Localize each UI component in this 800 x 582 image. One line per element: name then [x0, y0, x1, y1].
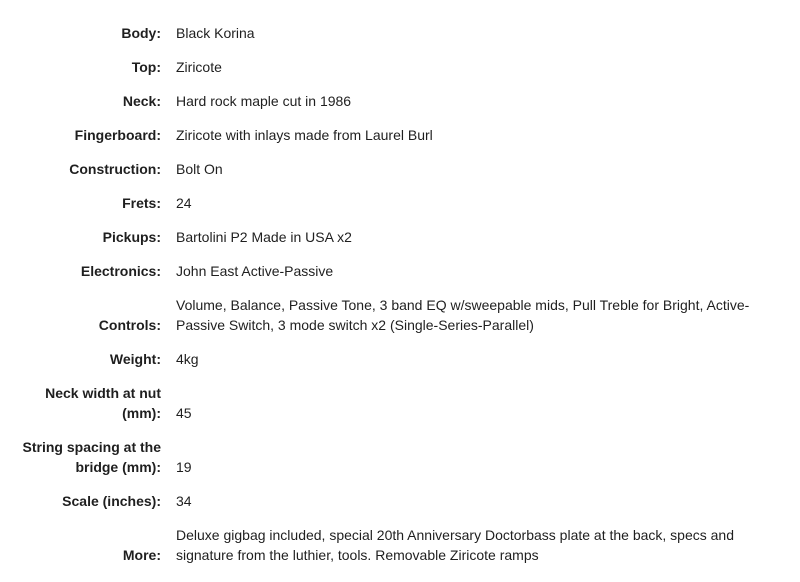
spec-value: Ziricote	[176, 59, 222, 75]
spec-row-weight	[16, 342, 786, 376]
spec-label: Fingerboard:	[74, 127, 161, 143]
spec-label: Controls:	[98, 317, 161, 333]
spec-row-body	[16, 16, 786, 50]
spec-label: Neck width at nut (mm):	[45, 385, 161, 421]
spec-value: Hard rock maple cut in 1986	[176, 93, 352, 109]
spec-value: 4kg	[176, 351, 199, 367]
spec-value: John East Active-Passive	[176, 263, 334, 279]
spec-row-neck	[16, 84, 786, 118]
spec-label: Weight:	[109, 351, 161, 367]
spec-value: Ziricote with inlays made from Laurel Burl	[176, 127, 433, 143]
spec-value: 45	[176, 405, 192, 421]
spec-row-electronics	[16, 254, 786, 288]
spec-label: Body:	[121, 25, 161, 41]
spec-label: Pickups:	[102, 229, 161, 245]
spec-label: Top:	[131, 59, 161, 75]
spec-label: Neck:	[122, 93, 161, 109]
spec-label: More:	[122, 547, 161, 563]
spec-row-pickups	[16, 220, 786, 254]
spec-value: Black Korina	[176, 25, 255, 41]
spec-row-construction	[16, 152, 786, 186]
spec-table	[16, 16, 786, 572]
spec-row-string-spacing	[16, 430, 786, 484]
spec-label: Scale (inches):	[62, 493, 161, 509]
spec-label: String spacing at the bridge (mm):	[22, 439, 161, 475]
spec-value: Bartolini P2 Made in USA x2	[176, 229, 352, 245]
spec-row-frets	[16, 186, 786, 220]
spec-label: Frets:	[122, 195, 161, 211]
spec-row-neck-width	[16, 376, 786, 430]
spec-row-top	[16, 50, 786, 84]
spec-row-controls	[16, 288, 786, 342]
spec-value: Volume, Balance, Passive Tone, 3 band EQ w/sweepable mids, Pull Treble for Bright, Active-Passive Switch, 3 mode switch x2 (Single-Series-Parallel)	[176, 297, 750, 333]
spec-row-more	[16, 518, 786, 572]
spec-value: Bolt On	[176, 161, 223, 177]
spec-label: Construction:	[69, 161, 161, 177]
spec-value: 19	[176, 459, 192, 475]
spec-value: 34	[176, 493, 192, 509]
spec-row-scale	[16, 484, 786, 518]
spec-value: 24	[176, 195, 192, 211]
spec-row-fingerboard	[16, 118, 786, 152]
spec-value: Deluxe gigbag included, special 20th Anniversary Doctorbass plate at the back, specs and signature from the luthier, tools. Removable Ziricote ramps	[176, 527, 735, 563]
spec-label: Electronics:	[80, 263, 161, 279]
